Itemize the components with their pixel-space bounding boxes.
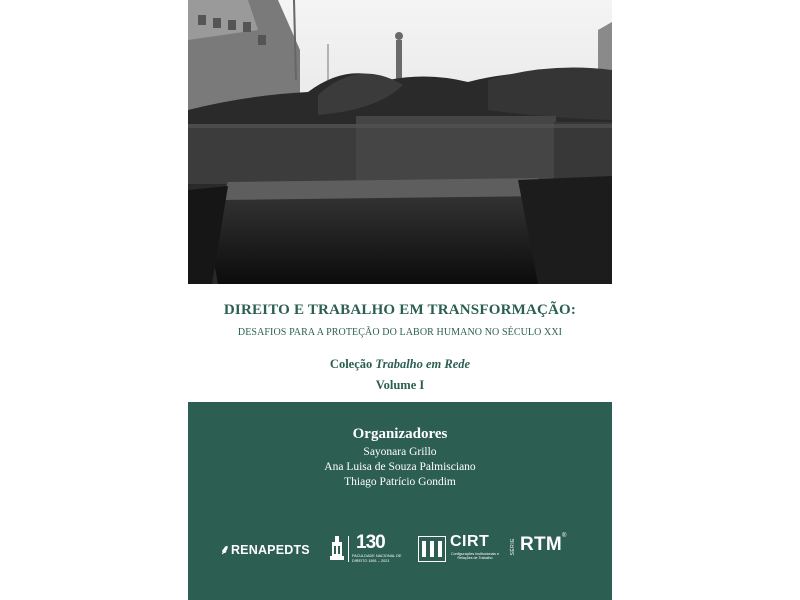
renapedts-label: RENAPEDTS (230, 543, 310, 557)
renapedts-logo (220, 540, 310, 558)
collection-name: Trabalho em Rede (375, 357, 471, 371)
book-cover (188, 0, 612, 600)
rtm-logo (510, 534, 580, 564)
collection-line (188, 357, 612, 372)
organizer-name: Ana Luisa de Souza Palmisciano (324, 461, 476, 473)
renapedts-mark-icon: ⸙ (220, 542, 230, 557)
cover-photo (188, 0, 612, 284)
book-title: DIREITO E TRABALHO EM TRANSFORMAÇÃO: (223, 302, 577, 318)
logo-divider (348, 536, 349, 562)
organizer-name: Sayonara Grillo (363, 446, 437, 458)
organizers-heading: Organizadores (352, 426, 448, 442)
organizer-name: Thiago Patrício Gondim (344, 476, 456, 488)
title-block (188, 284, 612, 402)
rtm-label: RTM (520, 534, 563, 555)
book-subtitle: DESAFIOS PARA A PROTEÇÃO DO LABOR HUMANO NO SÉCULO XXI (237, 327, 563, 338)
volume-label: Volume I (375, 378, 425, 392)
stone-blocks-photo-icon (188, 0, 612, 284)
registered-mark: ® (562, 533, 567, 539)
organizers-panel (188, 402, 612, 600)
cirt-caption: Configurações Institucionais e Relações de Trabalho (451, 552, 499, 561)
faculty-building-icon (330, 536, 344, 562)
rtm-serie-label: SÉRIE (510, 538, 516, 556)
fnd-130-logo (328, 532, 408, 566)
fnd-caption: FACULDADE NACIONAL DE DIREITO 1891 – 2021 (352, 554, 402, 563)
publisher-logos (188, 532, 612, 566)
cirt-label: CIRT (450, 533, 490, 550)
collection-prefix: Coleção (329, 357, 373, 371)
fnd-anniversary-number: 130 (356, 532, 385, 553)
cirt-building-icon (418, 536, 446, 562)
cirt-logo (418, 534, 498, 564)
